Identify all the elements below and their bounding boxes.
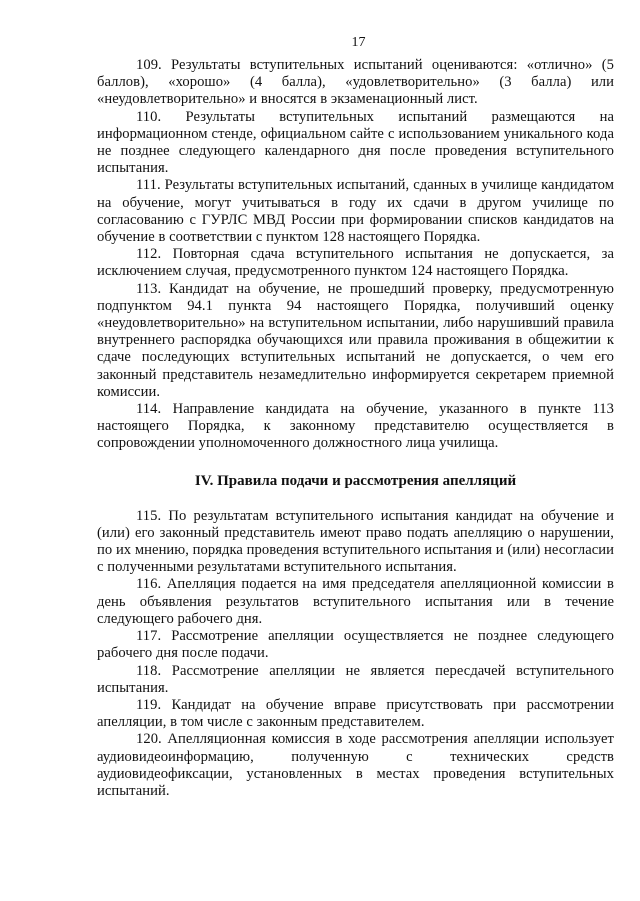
- paragraph-115: 115. По результатам вступительного испытания кандидат на обучение и (или) его законный представитель имеют право подать апелляцию о нарушении, по их мнению, порядка проведения вступительного испытания и (или) несогласии с полученными результатами вступительного испытания.: [97, 507, 614, 576]
- paragraph-120: 120. Апелляционная комиссия в ходе рассмотрения апелляции использует аудиовидеоинформацию, полученную с технических средств аудиовидеофиксации, установленных в местах проведения вступительных испытаний.: [97, 731, 614, 799]
- paragraph-119: 119. Кандидат на обучение вправе присутствовать при рассмотрении апелляции, в том числе с законным представителем.: [97, 696, 614, 731]
- paragraph-113: 113. Кандидат на обучение, не прошедший проверку, предусмотренную подпунктом 94.1 пункта 94 настоящего Порядка, получивший оценку «неудовлетворительно» на вступительном испытании, либо нарушивший правила внутреннего распорядка обучающихся или правила проживания в общежитии к сдаче последующих вступительных испытаний не допускается, о чем его законный представитель незамедлительно информируется секретарем приемной комиссии.: [97, 280, 614, 400]
- paragraph-112: 112. Повторная сдача вступительного испытания не допускается, за исключением случая, предусмотренного пунктом 124 настоящего Порядка.: [97, 246, 614, 280]
- paragraph-111: 111. Результаты вступительных испытаний, сданных в училище кандидатом на обучение, могут учитываться в году их сдачи в другом училище по согласованию с ГУРЛС МВД России при формировании списков кандидатов на обучение в соответствии с пунктом 128 настоящего Порядка.: [97, 177, 614, 246]
- paragraph-117: 117. Рассмотрение апелляции осуществляется не позднее следующего рабочего дня после подачи.: [97, 628, 614, 662]
- section-body-after: [97, 508, 614, 800]
- section-heading: IV. Правила подачи и рассмотрения апелляций: [194, 472, 517, 489]
- paragraph-118: 118. Рассмотрение апелляции не является пересдачей вступительного испытания.: [97, 662, 614, 696]
- paragraph-116: 116. Апелляция подается на имя председателя апелляционной комиссии в день объявления результатов вступительного испытания или в течение следующего рабочего дня.: [97, 576, 614, 627]
- paragraph-109: 109. Результаты вступительных испытаний оцениваются: «отлично» (5 баллов), «хорошо» (4 балла), «удовлетворительно» (3 балла) или «неудовлетворительно» и вносятся в экзаменационный лист.: [97, 57, 614, 108]
- paragraph-110: 110. Результаты вступительных испытаний размещаются на информационном стенде, официальном сайте с использованием уникального кода не позднее следующего календарного дня после проведения вступительного испытания.: [97, 108, 614, 177]
- page-number: 17: [351, 35, 366, 50]
- section-body-before: [97, 57, 614, 453]
- paragraph-114: 114. Направление кандидата на обучение, указанного в пункте 113 настоящего Порядка, к законному представителю осуществляется в сопровождении уполномоченного должностного лица училища.: [97, 401, 614, 452]
